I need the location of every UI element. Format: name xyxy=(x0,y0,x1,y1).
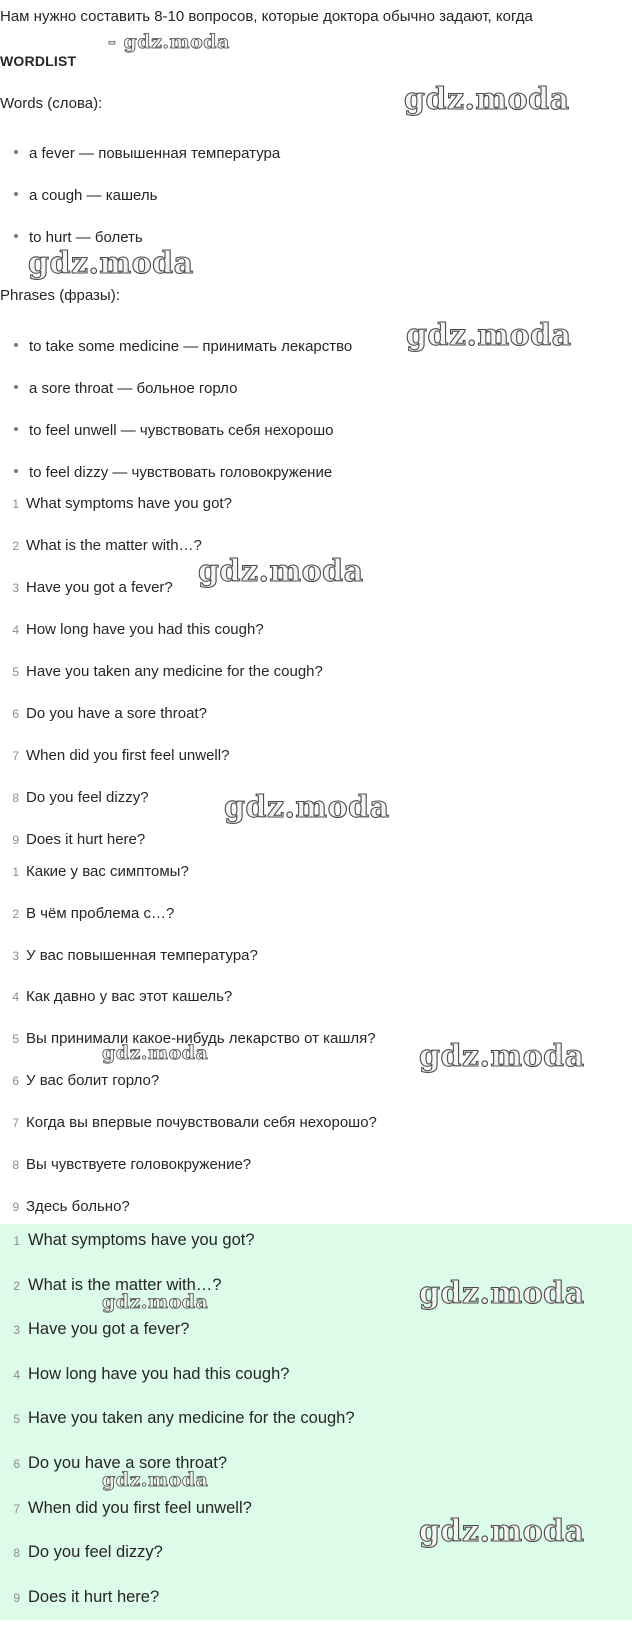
phrase-text: to take some medicine — принимать лекарство xyxy=(29,338,353,355)
question-text: Does it hurt here? xyxy=(26,831,146,848)
item-number: 5 xyxy=(12,1032,19,1046)
question-en-row xyxy=(0,537,202,554)
answer-text: Does it hurt here? xyxy=(28,1588,160,1606)
word-text: a cough — кашель xyxy=(29,187,158,204)
bullet-dot-icon xyxy=(14,234,18,238)
item-number: 3 xyxy=(13,1323,20,1337)
watermark: gdz.moda xyxy=(419,1514,585,1549)
word-text: a fever — повышенная температура xyxy=(29,145,281,162)
watermark: gdz.moda xyxy=(102,1291,209,1313)
item-number: 9 xyxy=(13,1591,20,1605)
item-number: 2 xyxy=(12,539,19,553)
item-number: 3 xyxy=(12,949,19,963)
question-text: Вы чувствуете головокружение? xyxy=(26,1156,252,1173)
question-text: У вас болит горло? xyxy=(26,1072,160,1089)
intro-text: Нам нужно составить 8-10 вопросов, которые доктора обычно задают, когда xyxy=(0,8,533,25)
item-number: 6 xyxy=(12,707,19,721)
question-en-row xyxy=(0,495,232,512)
item-number: 2 xyxy=(13,1279,20,1293)
item-number: 4 xyxy=(12,990,19,1004)
watermark: gdz.moda xyxy=(102,1042,209,1064)
question-en-row xyxy=(0,789,149,806)
watermark: gdz.moda xyxy=(419,1276,585,1311)
question-ru-row xyxy=(0,905,174,922)
answer-text: What symptoms have you got? xyxy=(28,1231,255,1249)
question-ru-row xyxy=(0,863,189,880)
question-ru-row xyxy=(0,1198,130,1215)
answer-row xyxy=(0,1543,163,1562)
question-text: Как давно у вас этот кашель? xyxy=(26,988,233,1005)
answer-text: Do you feel dizzy? xyxy=(28,1543,163,1561)
question-text: Have you taken any medicine for the cough? xyxy=(26,663,323,680)
answer-row xyxy=(0,1365,289,1384)
answer-text: Have you got a fever? xyxy=(28,1320,190,1338)
watermark: gdz.moda xyxy=(102,1469,209,1491)
watermark: - gdz.moda xyxy=(108,31,230,53)
answer-row xyxy=(0,1409,355,1428)
question-text: В чём проблема с…? xyxy=(26,905,175,922)
bullet-dot-icon xyxy=(14,469,18,473)
wordlist-heading: WORDLIST xyxy=(0,53,77,69)
answer-row xyxy=(0,1320,189,1339)
answer-row xyxy=(0,1499,252,1518)
item-number: 6 xyxy=(12,1074,19,1088)
question-text: Do you have a sore throat? xyxy=(26,705,207,722)
item-number: 1 xyxy=(12,497,19,511)
item-number: 8 xyxy=(13,1546,20,1560)
item-number: 8 xyxy=(12,1158,19,1172)
question-ru-row xyxy=(0,1156,251,1173)
answer-text: How long have you had this cough? xyxy=(28,1365,290,1383)
words-label: Words (слова): xyxy=(0,95,103,112)
question-text: Когда вы впервые почувствовали себя нехорошо? xyxy=(26,1114,377,1131)
phrase-item xyxy=(14,464,332,481)
answer-text: Do you have a sore throat? xyxy=(28,1454,228,1472)
item-number: 9 xyxy=(12,833,19,847)
question-en-row xyxy=(0,831,145,848)
item-number: 5 xyxy=(12,665,19,679)
phrase-text: to feel unwell — чувствовать себя нехорошо xyxy=(29,422,334,439)
question-text: У вас повышенная температура? xyxy=(26,947,258,964)
phrase-item xyxy=(14,338,352,355)
watermark: gdz.moda xyxy=(224,790,390,825)
answer-text: Have you taken any medicine for the cough? xyxy=(28,1409,355,1427)
question-text: Какие у вас симптомы? xyxy=(26,863,189,880)
question-ru-row xyxy=(0,988,232,1005)
question-text: Вы принимали какое-нибудь лекарство от кашля? xyxy=(26,1030,376,1047)
question-text: When did you first feel unwell? xyxy=(26,747,230,764)
item-number: 6 xyxy=(13,1457,20,1471)
phrase-text: a sore throat — больное горло xyxy=(29,380,238,397)
bullet-dot-icon xyxy=(14,150,18,154)
question-text: Have you got a fever? xyxy=(26,579,173,596)
word-item xyxy=(14,187,157,204)
question-en-row xyxy=(0,705,207,722)
question-text: What symptoms have you got? xyxy=(26,495,232,512)
word-item xyxy=(14,145,280,162)
word-item xyxy=(14,229,143,246)
bullet-dot-icon xyxy=(14,343,18,347)
item-number: 9 xyxy=(12,1200,19,1214)
watermark: gdz.moda xyxy=(198,554,364,589)
watermark: gdz.moda xyxy=(419,1039,585,1074)
item-number: 1 xyxy=(13,1234,20,1248)
question-text: Do you feel dizzy? xyxy=(26,789,149,806)
answer-row xyxy=(0,1231,255,1250)
item-number: 2 xyxy=(12,907,19,921)
phrase-text: to feel dizzy — чувствовать головокружение xyxy=(29,464,333,481)
question-ru-row xyxy=(0,1072,159,1089)
question-ru-row xyxy=(0,1114,377,1131)
bullet-dot-icon xyxy=(14,192,18,196)
question-en-row xyxy=(0,579,173,596)
item-number: 7 xyxy=(12,1116,19,1130)
item-number: 4 xyxy=(13,1368,20,1382)
question-ru-row xyxy=(0,947,258,964)
item-number: 1 xyxy=(12,865,19,879)
phrases-label: Phrases (фразы): xyxy=(0,287,120,304)
item-number: 7 xyxy=(12,749,19,763)
phrase-item xyxy=(14,380,237,397)
item-number: 7 xyxy=(13,1502,20,1516)
watermark: gdz.moda xyxy=(404,82,570,117)
item-number: 4 xyxy=(12,623,19,637)
question-en-row xyxy=(0,621,264,638)
answer-row xyxy=(0,1588,159,1607)
word-text: to hurt — болеть xyxy=(29,229,143,246)
question-en-row xyxy=(0,663,323,680)
question-text: What is the matter with…? xyxy=(26,537,202,554)
question-text: Здесь больно? xyxy=(26,1198,130,1215)
watermark: gdz.moda xyxy=(406,318,572,353)
answer-text: What is the matter with…? xyxy=(28,1276,222,1294)
item-number: 3 xyxy=(12,581,19,595)
item-number: 8 xyxy=(12,791,19,805)
answer-text: When did you first feel unwell? xyxy=(28,1499,252,1517)
question-text: How long have you had this cough? xyxy=(26,621,264,638)
phrase-item xyxy=(14,422,333,439)
bullet-dot-icon xyxy=(14,427,18,431)
watermark: gdz.moda xyxy=(28,246,194,281)
bullet-dot-icon xyxy=(14,385,18,389)
item-number: 5 xyxy=(13,1412,20,1426)
question-en-row xyxy=(0,747,229,764)
